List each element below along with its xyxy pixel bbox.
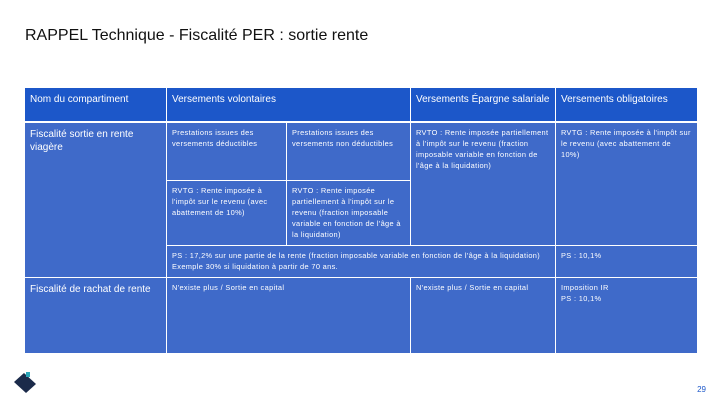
cell-buyback-employee-savings: N'existe plus / Sortie en capital (411, 278, 556, 354)
header-voluntary-payments: Versements volontaires (167, 88, 411, 123)
cell-employee-savings-tax: RVTO : Rente imposée partiellement à l'impôt sur le revenu (fraction imposable variable en fonction de l'âge à la liquidation) (411, 123, 556, 246)
fiscal-table (25, 88, 698, 354)
cell-social-charges-mandatory: PS : 10,1% (556, 246, 698, 278)
cell-deductible-payments: Prestations issues des versements déductibles (167, 123, 287, 181)
header-mandatory-payments: Versements obligatoires (556, 88, 698, 123)
cell-social-charges-voluntary: PS : 17,2% sur une partie de la rente (fraction imposable variable en fonction de l'âge à la liquidation) Exemple 30% si liquidation à partir de 70 ans. (167, 246, 556, 278)
page-number: 29 (697, 385, 706, 394)
header-employee-savings: Versements Épargne salariale (411, 88, 556, 123)
cell-deductible-tax: RVTG : Rente imposée à l'impôt sur le revenu (avec abattement de 10%) (167, 181, 287, 246)
logo-dark-shape (14, 373, 36, 393)
cell-buyback-mandatory (556, 278, 698, 354)
brand-logo-icon (11, 368, 39, 396)
buyback-mandatory-line1: Imposition IR (561, 283, 609, 292)
buyback-mandatory-line2: PS : 10,1% (561, 294, 602, 303)
cell-mandatory-tax: RVTG : Rente imposée à l'impôt sur le revenu (avec abattement de 10%) (556, 123, 698, 246)
slide-title: RAPPEL Technique - Fiscalité PER : sortie rente (25, 27, 369, 44)
row-label-annuity-exit: Fiscalité sortie en rente viagère (25, 123, 167, 278)
cell-buyback-voluntary: N'existe plus / Sortie en capital (167, 278, 411, 354)
cell-non-deductible-tax: RVTO : Rente imposée partiellement à l'impôt sur le revenu (fraction imposable variable en fonction de l'âge à la liquidation) (287, 181, 411, 246)
logo-accent-shape (26, 372, 30, 377)
header-compartment-name: Nom du compartiment (25, 88, 167, 123)
row-label-annuity-buyback: Fiscalité de rachat de rente (25, 278, 167, 354)
cell-non-deductible-payments: Prestations issues des versements non déductibles (287, 123, 411, 181)
